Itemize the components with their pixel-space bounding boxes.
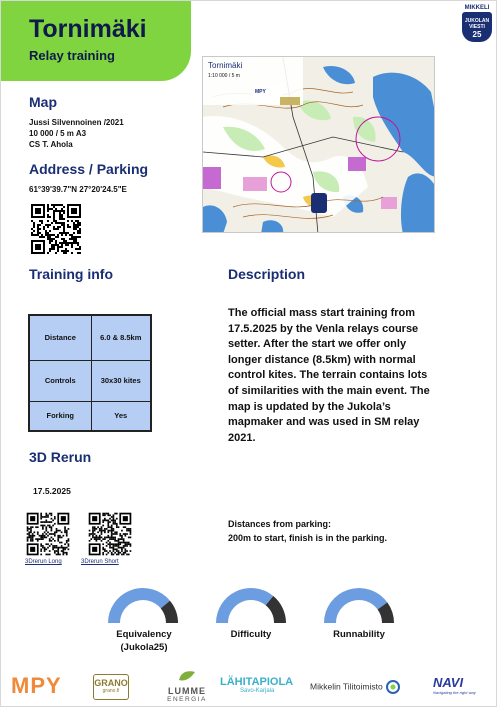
table-key: Controls [29,360,91,401]
logo-top-text: MIKKELI [464,5,490,11]
sponsor-lahitapiola-sub: Savo-Karjala [240,688,275,694]
rerun-short-qr-code[interactable] [87,511,133,557]
gauge-fill [114,594,165,623]
page-title: Tornimäki [29,15,147,43]
table-key: Distance [29,315,91,360]
tilitoimisto-ring-icon [385,679,401,695]
gauge-label-equivalency: Equivalency (Jukola25) [116,629,172,653]
rerun-heading: 3D Rerun [29,449,92,465]
table-row [29,401,151,431]
table-key: Forking [29,401,91,431]
logo-mid-text: JUKOLAN VIESTI [464,18,490,30]
orienteering-map-image [202,56,435,233]
rerun-date: 17.5.2025 [33,486,71,496]
distances-title: Distances from parking: [228,519,332,529]
map-scale: 10 000 / 5 m A3 [29,129,87,138]
sponsor-mpy: MPY [11,673,62,698]
svg-text:MPY: MPY [255,89,266,95]
description-heading: Description [228,266,306,282]
sponsor-tilitoimisto [310,679,401,695]
sponsor-navi-sub: Navigating the right way [433,690,476,695]
training-info-heading: Training info [29,266,113,282]
jukola-logo [460,5,494,45]
rerun-long-qr-code[interactable] [25,511,71,557]
gauge-remainder [165,605,172,623]
map-image-title: Tornimäki [208,61,243,70]
table-value: Yes [91,401,151,431]
difficulty-gauge [213,583,289,625]
table-row [29,360,151,401]
table-row [29,315,151,360]
parking-qr-code[interactable] [29,202,83,256]
sponsor-navi [433,675,476,695]
sponsor-lumme-name: LUMME [168,686,206,696]
sponsor-lahitapiola-name: LÄHITAPIOLA [220,676,294,688]
logo-shield [462,12,492,42]
address-heading: Address / Parking [29,161,149,177]
sponsor-tilitoimisto-name: Mikkelin Tilitoimisto [310,681,383,692]
gauge-remainder [382,606,388,623]
distances-text: 200m to start, finish is in the parking. [228,533,388,543]
sponsor-lumme [163,669,211,703]
logo-bottom-text: 25 [472,30,482,39]
gauge-label-runnability: Runnability [333,629,385,640]
gauge-fill [330,594,382,623]
sponsor-lumme-sub: ENERGIA [167,696,207,703]
table-value: 30x30 kites [91,360,151,401]
runnability-gauge [321,583,397,625]
address-coords: 61°39'39.7"N 27°20'24.5"E [29,185,127,194]
rerun-long-link[interactable]: 3Drerun Long [25,559,62,565]
page-subtitle: Relay training [29,48,115,63]
gauge-fill [222,594,269,623]
lumme-leaf-icon [177,670,197,682]
sponsor-grano-sub: grano.fi [102,688,120,694]
training-info-table [28,314,152,432]
sponsor-grano-name: GRANO [94,678,128,688]
sponsor-lahitapiola [220,676,293,694]
gauge-label-difficulty: Difficulty [230,629,272,640]
table-value: 6.0 & 8.5km [91,315,151,360]
map-author: Jussi Silvennoinen /2021 [29,118,124,127]
sponsor-grano [93,674,129,700]
description-text: The official mass start training from 17.5.2025 by the Venla relays course setter. After the start we offer only longer distance (8.5km) with normal control kites. The terrain contains lots of similarities with the main event. The map is updated by the Jukola’s mapmaker and was used in SM relay 2021. [228,307,430,444]
rerun-short-link[interactable]: 3Drerun Short [81,559,119,565]
sponsor-navi-name: NAVI [433,675,464,690]
map-image-scale: 1:10 000 / 5 m [208,73,240,79]
equivalency-gauge [105,583,181,625]
gauge-remainder [269,601,280,623]
map-course-setter: CS T. Ahola [29,140,73,149]
map-heading: Map [29,94,57,110]
